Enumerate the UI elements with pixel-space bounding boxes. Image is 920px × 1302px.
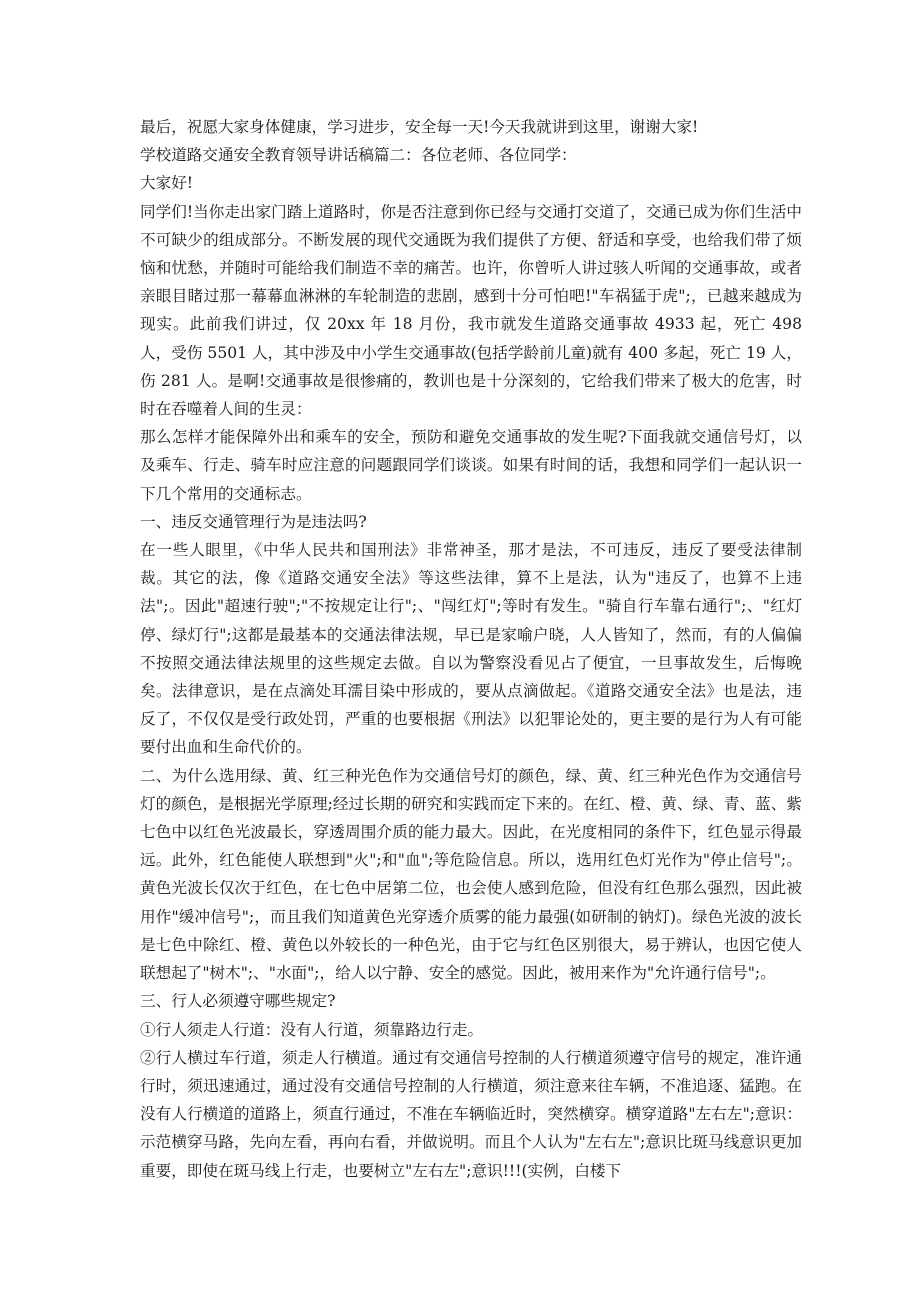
document-body bbox=[140, 113, 802, 1185]
paragraph-closing-remarks: 最后，祝愿大家身体健康，学习进步，安全每一天!今天我就讲到这里，谢谢大家! bbox=[140, 118, 699, 136]
paragraph-rule-1: ①行人须走人行道：没有人行道，须靠路边行走。 bbox=[140, 1020, 484, 1039]
paragraph-speech-title: 学校道路交通安全教育领导讲话稿篇二：各位老师、各位同学： bbox=[140, 146, 577, 165]
paragraph-section-2: 二、为什么选用绿、黄、红三种光色作为交通信号灯的颜色，绿、黄、红三种光色作为交通信号灯的颜色，是根据光学原理;经过长期的研究和实践而定下来的。在红、橙、黄、绿、青、蓝、紫七色中以红色光波最长，穿透周围介质的能力最大。因此，在光度相同的条件下，红色显示得最远。此外，红色能使人联想到"火";和"血";等危险信息。所以，选用红色灯光作为"停止信号";。黄色光波长仅次于红色，在七色中居第二位，也会使人感到危险，但没有红色那么强烈，因此被用作"缓冲信号";，而且我们知道黄色光穿透介质雾的能力最强(如研制的钠灯)。绿色光波的波长是七色中除红、橙、黄色以外较长的一种色光，由于它与红色区别很大，易于辨认，也因它使人联想起了"树木";、"水面";，给人以宁静、安全的感觉。因此，被用来作为"允许通行信号";。 bbox=[140, 766, 802, 983]
paragraph-intro: 同学们!当你走出家门踏上道路时，你是否注意到你已经与交通打交道了，交通已成为你们生活中不可缺少的组成部分。不断发展的现代交通既为我们提供了方便、舒适和享受，也给我们带了烦恼和忧愁，并随时可能给我们制造不幸的痛苦。也许，你曾听人讲过骇人听闻的交通事故，或者亲眼目睹过那一幕幕血淋淋的车轮制造的悲剧，感到十分可怕吧!"车祸猛于虎";，已越来越成为现实。此前我们讲过，仅 20xx 年 18 月份，我市就发生道路交通事故 4933 起，死亡 498 人，受伤 5501 人，其中涉及中小学生交通事故(包括学龄前儿童)就有 400 多起，死亡 19 人，伤 281 人。是啊!交通事故是很惨痛的，教训也是十分深刻的，它给我们带来了极大的危害，时时在吞噬着人间的生灵： bbox=[140, 202, 802, 419]
paragraph-greeting: 大家好! bbox=[140, 174, 194, 193]
paragraph-section-1: 在一些人眼里，《中华人民共和国刑法》非常神圣，那才是法，不可违反，违反了要受法律制裁。其它的法，像《道路交通安全法》等这些法律，算不上是法，认为"违反了，也算不上违法";。因此"超速行驶";"不按规定让行";、"闯红灯";等时有发生。"骑自行车靠右通行";、"红灯停、绿灯行";这都是最基本的交通法律法规，早已是家喻户晓，人人皆知了，然而，有的人偏偏不按照交通法律法规里的这些规定去做。自以为警察没看见占了便宜，一旦事故发生，后悔晚矣。法律意识，是在点滴处耳濡目染中形成的，要从点滴做起。《道路交通安全法》也是法，违反了，不仅仅是受行政处罚，严重的也要根据《刑法》以犯罪论处的，更主要的是行为人有可能要付出血和生命代价的。 bbox=[140, 541, 802, 757]
heading-section-1: 一、违反交通管理行为是违法吗? bbox=[140, 512, 367, 531]
heading-section-3: 三、行人必须遵守哪些规定? bbox=[140, 992, 336, 1011]
paragraph-rule-2: ②行人横过车行道，须走人行横道。通过有交通信号控制的人行横道须遵守信号的规定，准许通行时，须迅速通过，通过没有交通信号控制的人行横道，须注意来往车辆，不准追逐、猛跑。在没有人行横道的道路上，须直行通过，不准在车辆临近时，突然横穿。横穿道路"左右左";意识：示范横穿马路，先向左看，再向右看，并做说明。而且个人认为"左右左";意识比斑马线意识更加重要，即使在斑马线上行走，也要树立"左右左";意识!!!(实例，白楼下 bbox=[140, 1048, 802, 1180]
paragraph-question: 那么怎样才能保障外出和乘车的安全，预防和避免交通事故的发生呢?下面我就交通信号灯，以及乘车、行走、骑车时应注意的问题跟同学们谈谈。如果有时间的话，我想和同学们一起认识一下几个常用的交通标志。 bbox=[140, 428, 802, 503]
